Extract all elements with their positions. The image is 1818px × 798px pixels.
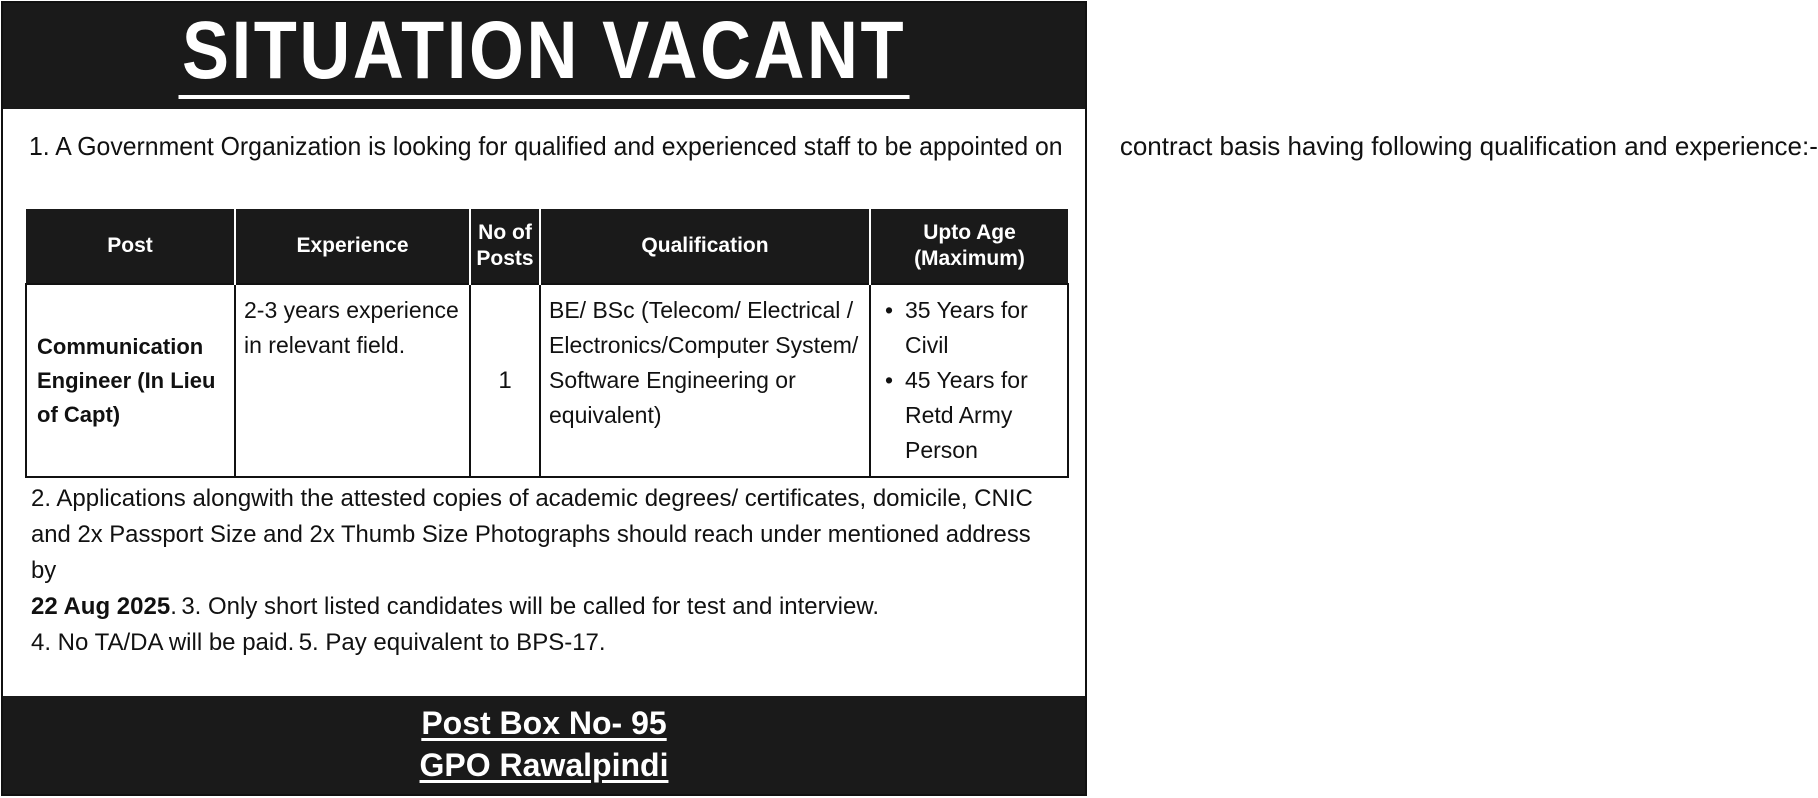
cell-age [870,284,1068,477]
header-no-of-posts: No of Posts [470,209,540,284]
notes-section [31,481,1067,661]
vacancy-table-wrapper [25,209,1067,478]
intro-line-2: contract basis having following qualification and experience:- [1119,131,1818,161]
footer-address [3,696,1085,794]
note-4: 4. No TA/DA will be paid. [31,629,295,656]
header-post: Post [26,209,235,284]
header-age: Upto Age (Maximum) [870,209,1068,284]
advertisement [1,1,1818,796]
intro-paragraph [29,129,1818,163]
cell-experience: 2-3 years experience in relevant field. [235,284,470,477]
closing-date: 22 Aug 2025 [31,593,171,620]
table-header-row [26,209,1068,284]
intro-line-1: 1. A Government Organization is looking for qualified and experienced staff to be appointed on [29,131,1063,161]
address-line-1: Post Box No- 95 [421,705,667,741]
cell-post: Communication Engineer (In Lieu of Capt) [26,284,235,477]
note-5: 5. Pay equivalent to BPS-17. [298,629,606,656]
note-2-line-3: 22 Aug 2025. [31,593,177,620]
vacancy-table [25,209,1069,478]
header-experience: Experience [235,209,470,284]
note-2-line-2: and 2x Passport Size and 2x Thumb Size Photographs should reach under mentioned address by [31,521,1031,584]
page-title: SITUATION VACANT [178,7,909,99]
header-qualification: Qualification [540,209,870,284]
table-row [26,284,1068,477]
cell-no-of-posts: 1 [470,284,540,477]
list-item: • 45 Years for Retd Army Person [879,363,1059,468]
note-3: 3. Only short listed candidates will be called for test and interview. [181,593,879,620]
header-banner [3,3,1085,109]
cell-qualification: BE/ BSc (Telecom/ Electrical / Electronics/Computer System/ Software Engineering or equivalent) [540,284,870,477]
address-line-2: GPO Rawalpindi [419,747,669,783]
note-2-line-1: 2. Applications alongwith the attested copies of academic degrees/ certificates, domicile, CNIC [31,485,1033,512]
age-list [879,293,1059,468]
list-item: • 35 Years for Civil [879,293,1059,363]
